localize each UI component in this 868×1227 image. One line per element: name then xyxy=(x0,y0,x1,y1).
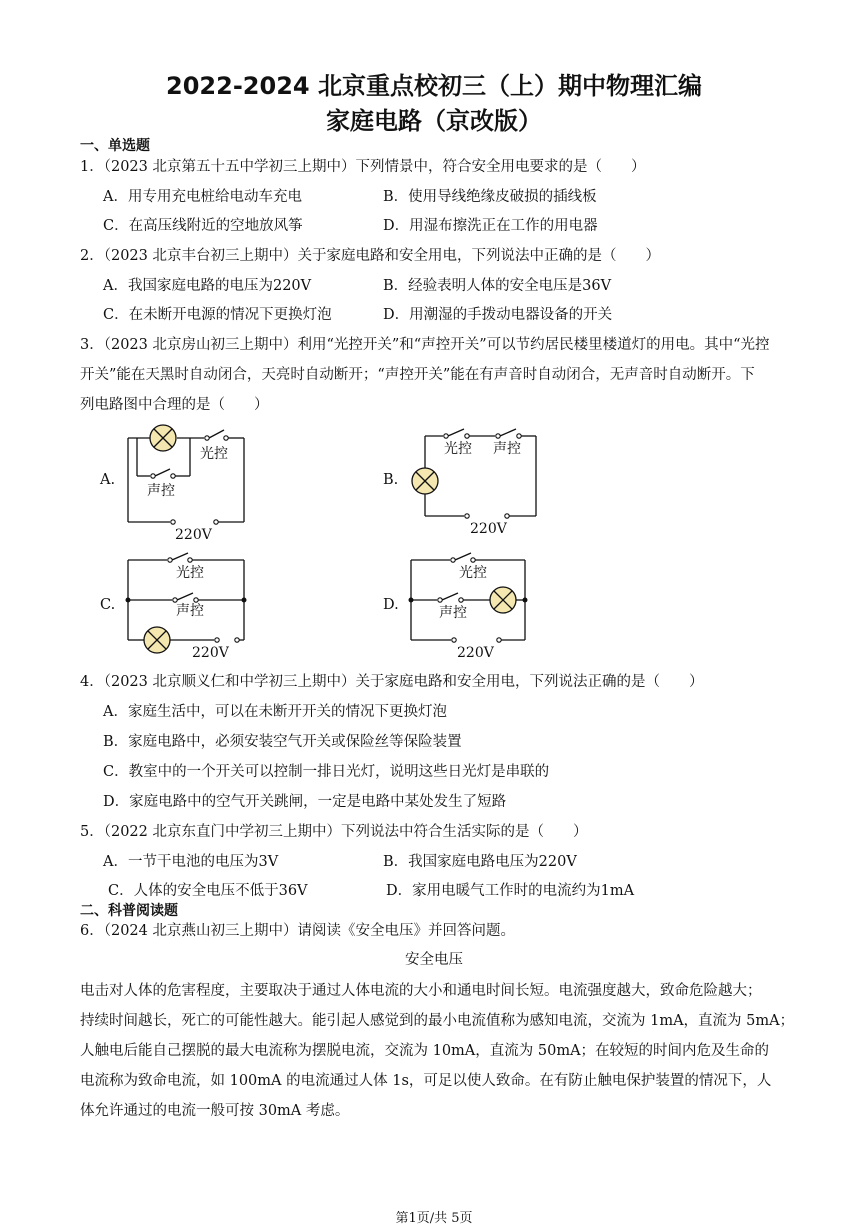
question-2-stem: 2．（2023 北京丰台初三上期中）关于家庭电路和安全用电，下列说法中正确的是（ ） xyxy=(80,248,660,264)
circuit-diagram-d xyxy=(403,552,538,664)
question-3-option-c-label: C. xyxy=(100,597,116,613)
sound-switch-label: 声控 xyxy=(493,441,521,457)
light-switch-label: 光控 xyxy=(459,565,487,581)
question-3-line-1: 3．（2023 北京房山初三上期中）利用“光控开关”和“声控开关”可以节约居民楼里楼道灯的用电。其中“光控 xyxy=(80,337,770,353)
question-1-option-c: C．在高压线附近的空地放风筝 xyxy=(103,218,303,234)
question-3-option-a-label: A. xyxy=(100,472,116,488)
page-number: 第1页/共 5页 xyxy=(395,1211,473,1226)
question-3-option-b-label: B. xyxy=(383,472,399,488)
sound-switch-label: 声控 xyxy=(439,605,467,621)
question-2-option-b: B．经验表明人体的安全电压是36V xyxy=(383,278,612,294)
question-5-option-a: A．一节干电池的电压为3V xyxy=(103,854,279,870)
question-4-option-d: D．家庭电路中的空气开关跳闸，一定是电路中某处发生了短路 xyxy=(103,794,507,810)
light-switch-label: 光控 xyxy=(444,441,472,457)
article-paragraph-line-5: 体允许通过的电流一般可按 30mA 考虑。 xyxy=(80,1103,350,1119)
circuit-diagram-c xyxy=(120,552,255,664)
article-paragraph-line-3: 人触电后能自己摆脱的最大电流称为摆脱电流，交流为 10mA，直流为 50mA；在较短的时间内危及生命的 xyxy=(80,1043,770,1059)
question-5-stem: 5．（2022 北京东直门中学初三上期中）下列说法中符合生活实际的是（ ） xyxy=(80,824,588,840)
question-3-line-3: 列电路图中合理的是（ ） xyxy=(80,397,269,413)
voltage-label: 220V xyxy=(457,645,494,661)
sound-switch-label: 声控 xyxy=(147,483,175,499)
light-switch-label: 光控 xyxy=(176,565,204,581)
question-2-option-a: A．我国家庭电路的电压为220V xyxy=(103,278,312,294)
article-paragraph-line-1: 电击对人体的危害程度，主要取决于通过人体电流的大小和通电时间长短。电流强度越大，致命危险越大； xyxy=(80,983,762,999)
question-1-option-a: A．用专用充电桩给电动车充电 xyxy=(103,189,302,205)
circuit-diagram-b xyxy=(398,418,548,543)
question-1-option-b: B．使用导线绝缘皮破损的插线板 xyxy=(383,189,597,205)
question-4-option-c: C．教室中的一个开关可以控制一排日光灯，说明这些日光灯是串联的 xyxy=(103,764,550,780)
section-heading-reading: 二、科普阅读题 xyxy=(80,903,178,919)
circuit-diagram-a xyxy=(120,418,255,543)
question-3-option-d-label: D. xyxy=(383,597,399,613)
article-paragraph-line-4: 电流称为致命电流，如 100mA 的电流通过人体 1s，可足以使人致命。在有防止触电保护装置的情况下，人 xyxy=(80,1073,772,1089)
question-2-option-d: D．用潮湿的手拨动电器设备的开关 xyxy=(383,307,613,323)
question-5-option-b: B．我国家庭电路电压为220V xyxy=(383,854,577,870)
question-4-option-a: A．家庭生活中，可以在未断开开关的情况下更换灯泡 xyxy=(103,704,447,720)
voltage-label: 220V xyxy=(470,521,507,537)
question-3-line-2: 开关”能在天黑时自动闭合，天亮时自动断开；“声控开关”能在有声音时自动闭合，无声音时自动断开。下 xyxy=(80,367,755,383)
question-6-stem: 6．（2024 北京燕山初三上期中）请阅读《安全电压》并回答问题。 xyxy=(80,923,515,939)
section-heading-single-choice: 一、单选题 xyxy=(80,138,150,154)
sound-switch-label: 声控 xyxy=(176,603,204,619)
question-2-option-c: C．在未断开电源的情况下更换灯泡 xyxy=(103,307,332,323)
article-title: 安全电压 xyxy=(405,952,463,968)
light-switch-label: 光控 xyxy=(200,446,228,462)
question-1-stem: 1．（2023 北京第五十五中学初三上期中）下列情景中，符合安全用电要求的是（ ） xyxy=(80,159,646,175)
question-5-option-d: D．家用电暖气工作时的电流约为1mA xyxy=(386,883,635,899)
question-4-option-b: B．家庭电路中，必须安装空气开关或保险丝等保险装置 xyxy=(103,734,462,750)
voltage-label: 220V xyxy=(192,645,229,661)
page-title: 2022-2024 北京重点校初三（上）期中物理汇编 xyxy=(166,72,702,100)
page-subtitle: 家庭电路（京改版） xyxy=(326,107,542,135)
voltage-label: 220V xyxy=(175,527,212,543)
question-5-option-c: C．人体的安全电压不低于36V xyxy=(108,883,308,899)
question-1-option-d: D．用湿布擦洗正在工作的用电器 xyxy=(383,218,598,234)
question-4-stem: 4．（2023 北京顺义仁和中学初三上期中）关于家庭电路和安全用电，下列说法正确的是（ ） xyxy=(80,674,704,690)
article-paragraph-line-2: 持续时间越长，死亡的可能性越大。能引起人感觉到的最小电流值称为感知电流，交流为 1mA，直流为 5mA； xyxy=(80,1013,795,1029)
